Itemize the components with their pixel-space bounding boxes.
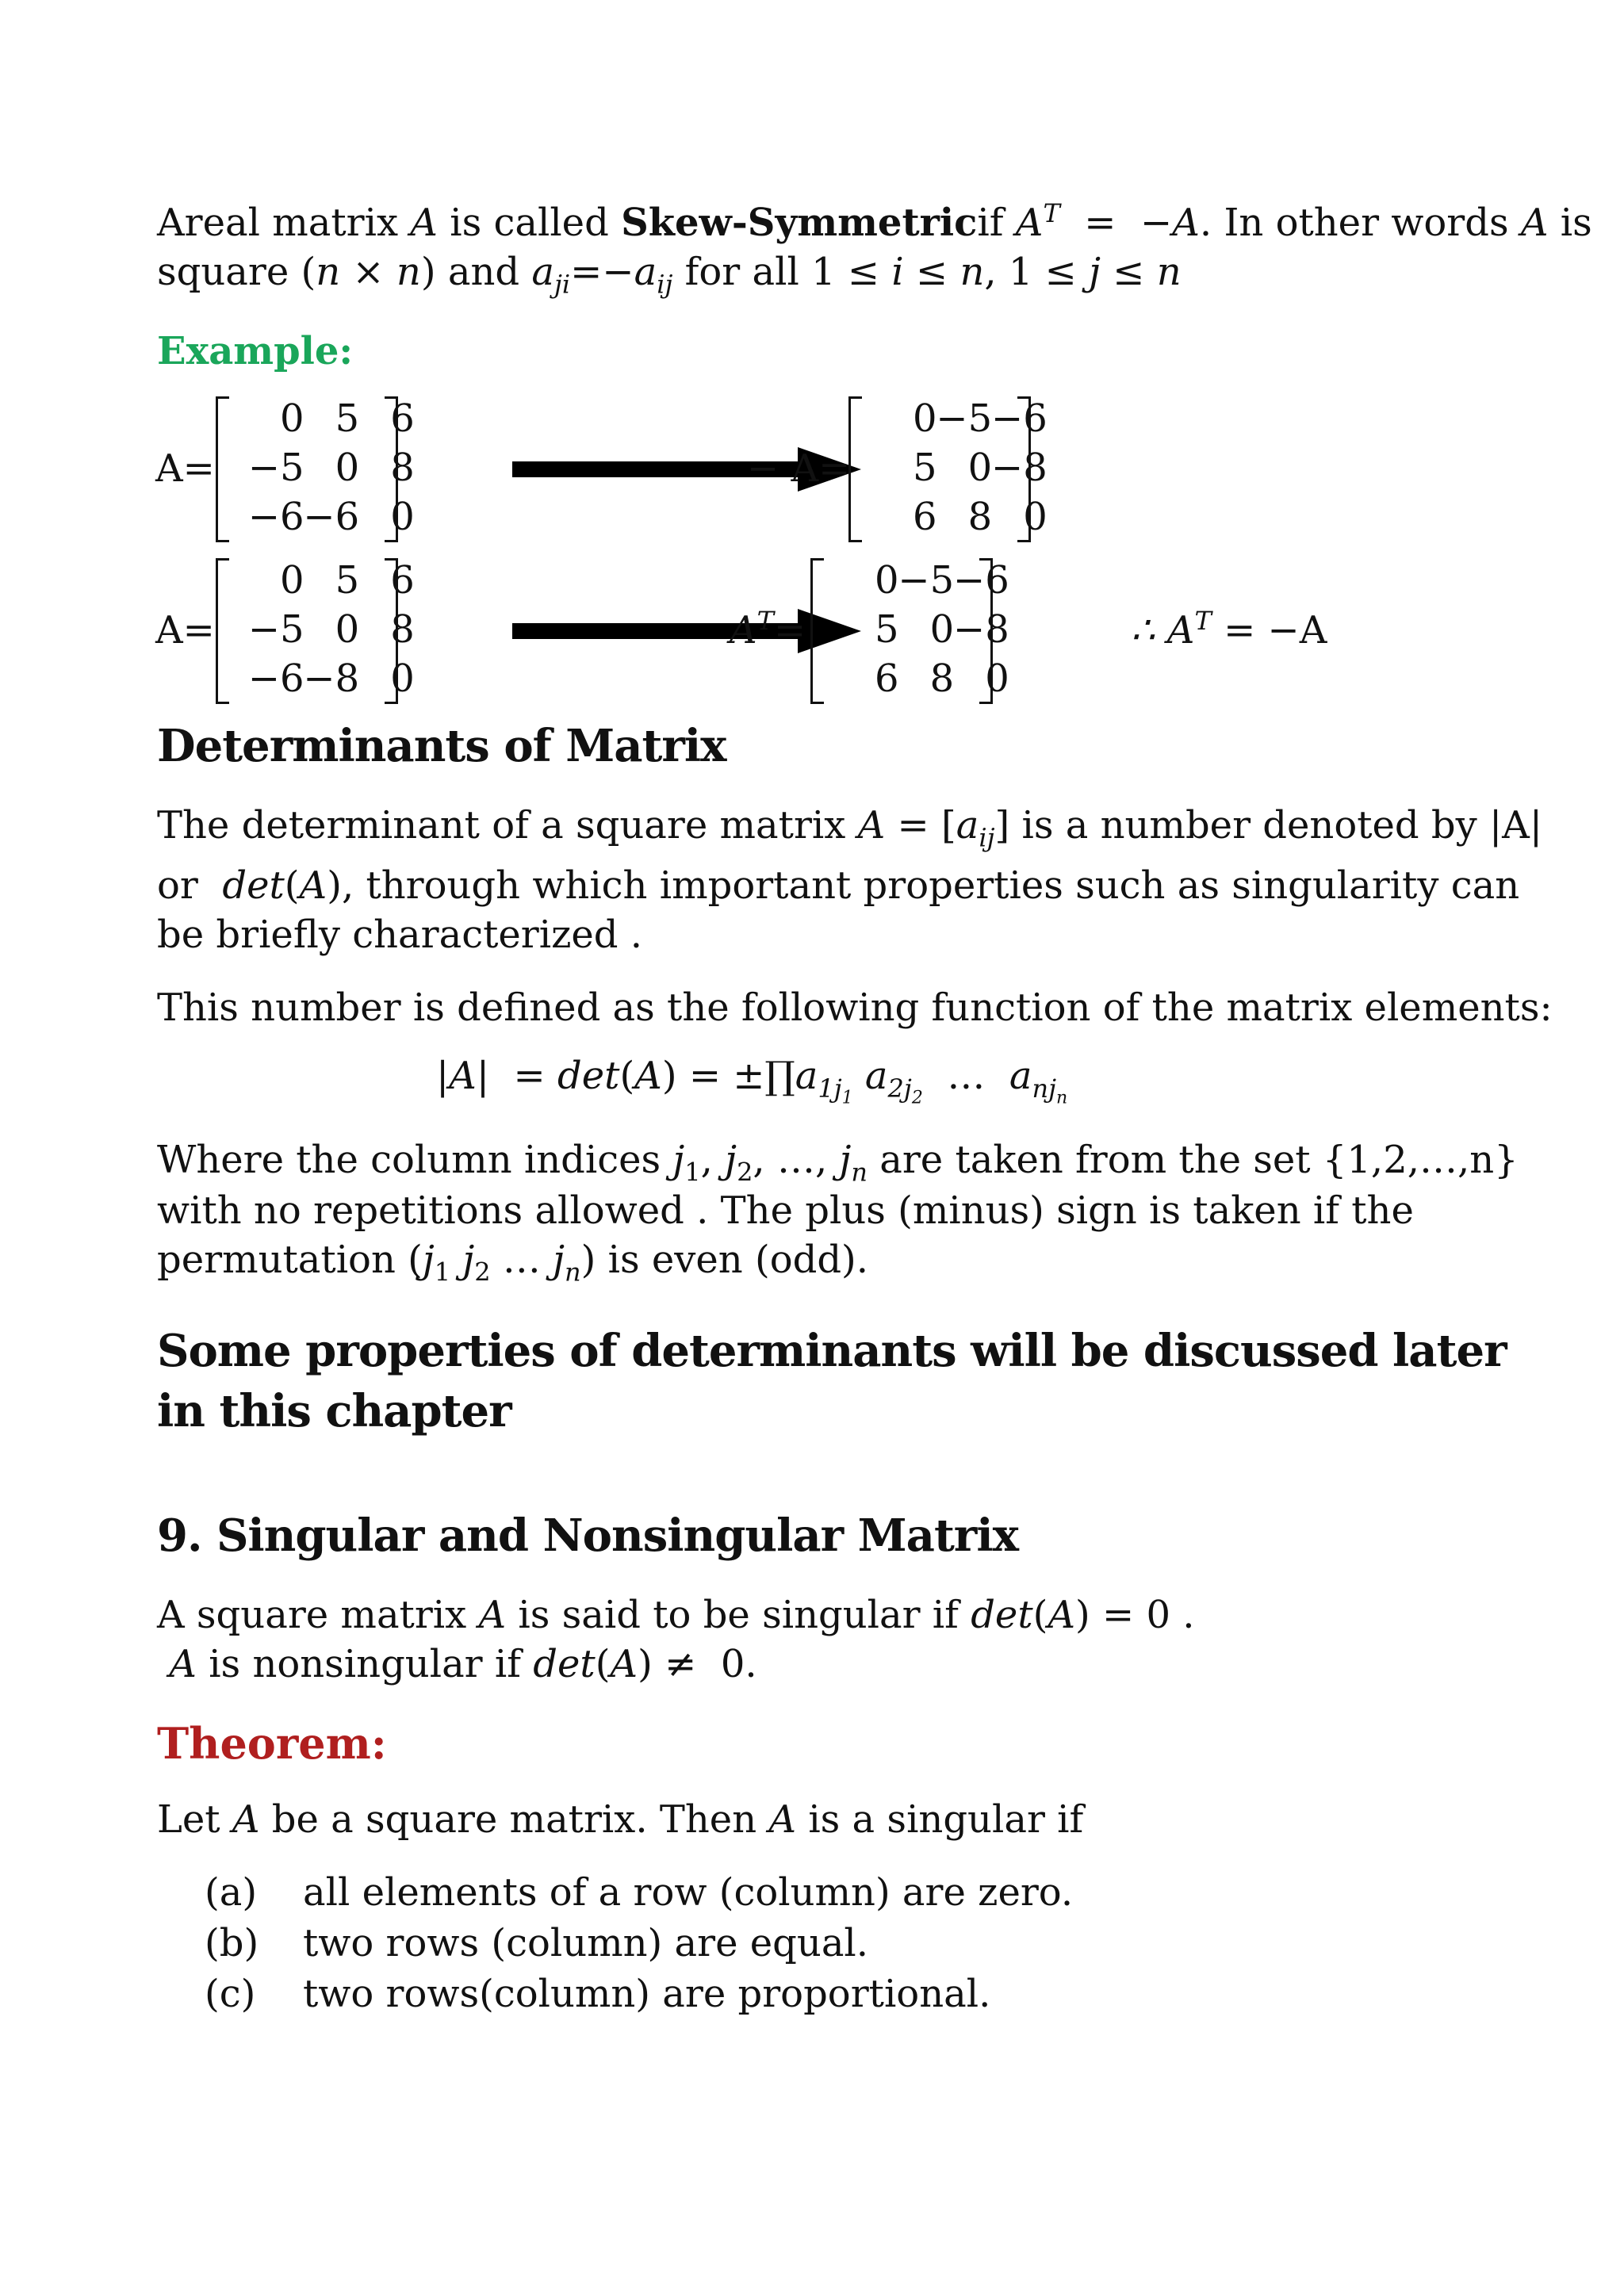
matrix-cell: −6	[303, 495, 360, 539]
det-line-6: with no repetitions allowed . The plus (minus) sign is taken if the	[157, 1188, 1414, 1233]
matrix-cell: 0	[1023, 495, 1048, 539]
matrix-cell: 8	[929, 656, 955, 701]
det-formula: $|A| = \det(A) = \pm\prod a_{1j_1}$ $a_{2j_2}$ … $a_{nj_n}$	[436, 1054, 1068, 1108]
matrix-A-second	[216, 555, 415, 706]
matrix-cell: 0	[335, 607, 360, 652]
list-item: (a) all elements of a row (column) are zero.	[205, 1870, 1074, 1915]
theorem-intro: Let A be a square matrix. Then A is a singular if	[157, 1797, 1084, 1842]
intro-text: is called	[450, 201, 609, 245]
example-row-1	[155, 393, 1424, 544]
intro-text: square	[157, 250, 289, 294]
list-item: (c) two rows(column) are proportional.	[205, 1972, 991, 2016]
matrix-cell: 0	[875, 558, 899, 603]
properties-note: Some properties of determinants will be discussed later in this chapter	[157, 1325, 1507, 1437]
label-A-transpose: $A^T=$	[730, 606, 806, 652]
matrix-cell: −6	[247, 495, 304, 539]
intro-line-2: square (n × n) and $a_{ji}=-a_{ij}$ for all 1 ≤ i ≤ n, 1 ≤ j ≤ n	[157, 250, 1182, 300]
matrix-cell: −6	[991, 396, 1048, 441]
matrix-cell: 0	[929, 607, 955, 652]
theorem-list	[205, 1868, 1568, 2020]
singular-line-2: A is nonsingular if det(A) ≠ 0.	[169, 1642, 757, 1686]
term-skew-symmetric: Skew-Symmetric	[621, 201, 978, 245]
label-neg-A: − A=	[747, 446, 851, 491]
matrix-cell: −5	[898, 558, 955, 603]
matrix-cell: 8	[967, 495, 993, 539]
intro-text: and	[447, 250, 520, 294]
matrix-cell: −6	[247, 656, 304, 701]
intro-text: Areal matrix	[157, 201, 399, 245]
example-label: Example:	[157, 329, 354, 373]
conclusion: ∴ $A^T = -A$	[1131, 606, 1327, 652]
matrix-cell: 6	[390, 396, 415, 441]
matrix-cell: 8	[390, 446, 415, 490]
label-A: A=	[155, 446, 215, 491]
singular-line-1: A square matrix A is said to be singular if det(A) = 0 .	[157, 1593, 1195, 1637]
matrix-cell: −8	[303, 656, 360, 701]
matrix-cell: 6	[913, 495, 937, 539]
matrix-cell: 5	[335, 396, 360, 441]
matrix-cell: −5	[247, 607, 304, 652]
det-line-3: be briefly characterized .	[157, 913, 642, 957]
matrix-cell: 0	[967, 446, 993, 490]
matrix-cell: 6	[875, 656, 899, 701]
matrix-A	[216, 393, 415, 544]
det-line-1: The determinant of a square matrix $A = [a_{ij}]$ is a number denoted by |A|	[157, 803, 1543, 853]
det-line-4: This number is defined as the following function of the matrix elements:	[157, 985, 1553, 1030]
matrix-A-transpose	[810, 555, 1009, 706]
matrix-cell: 0	[280, 558, 304, 603]
det-line-2: or det(A), through which important properties such as singularity can	[157, 863, 1520, 908]
matrix-cell: 5	[335, 558, 360, 603]
det-line-7: permutation ($j_1$ $j_2$ … $j_n$) is even (odd).	[157, 1238, 869, 1288]
intro-text: . In other words	[1199, 201, 1509, 245]
matrix-cell: 0	[335, 446, 360, 490]
theorem-label: Theorem:	[157, 1718, 387, 1769]
matrix-cell: −8	[991, 446, 1048, 490]
section9-heading: 9. Singular and Nonsingular Matrix	[157, 1510, 1018, 1562]
matrix-cell: 0	[390, 656, 415, 701]
arrow-right-icon	[512, 607, 861, 655]
matrix-cell: −8	[953, 607, 1009, 652]
matrix-cell: 8	[390, 607, 415, 652]
matrix-cell: 0	[280, 396, 304, 441]
det-line-5: Where the column indices $j_1$, $j_2$, …, $j_n$ are taken from the set {1,2,…,n}	[157, 1138, 1519, 1188]
matrix-cell: 0	[985, 656, 1009, 701]
intro-line-1: Areal matrix A is called Skew-Symmetricif $A^T = -A$. In other words A is	[157, 198, 1592, 245]
list-item: (b) two rows (column) are equal.	[205, 1921, 869, 1965]
label-A: A=	[155, 608, 215, 652]
example-row-2	[155, 555, 1424, 706]
matrix-cell: −5	[247, 446, 304, 490]
matrix-cell: −5	[936, 396, 993, 441]
matrix-cell: 5	[913, 446, 937, 490]
matrix-cell: 0	[913, 396, 937, 441]
intro-text: if	[977, 201, 1004, 245]
matrix-neg-A	[848, 393, 1048, 544]
matrix-cell: −6	[953, 558, 1009, 603]
intro-text: for all	[684, 250, 799, 294]
det-heading: Determinants of Matrix	[157, 720, 726, 772]
intro-text: is	[1560, 201, 1592, 245]
matrix-cell: 0	[390, 495, 415, 539]
matrix-cell: 6	[390, 558, 415, 603]
matrix-cell: 5	[875, 607, 899, 652]
